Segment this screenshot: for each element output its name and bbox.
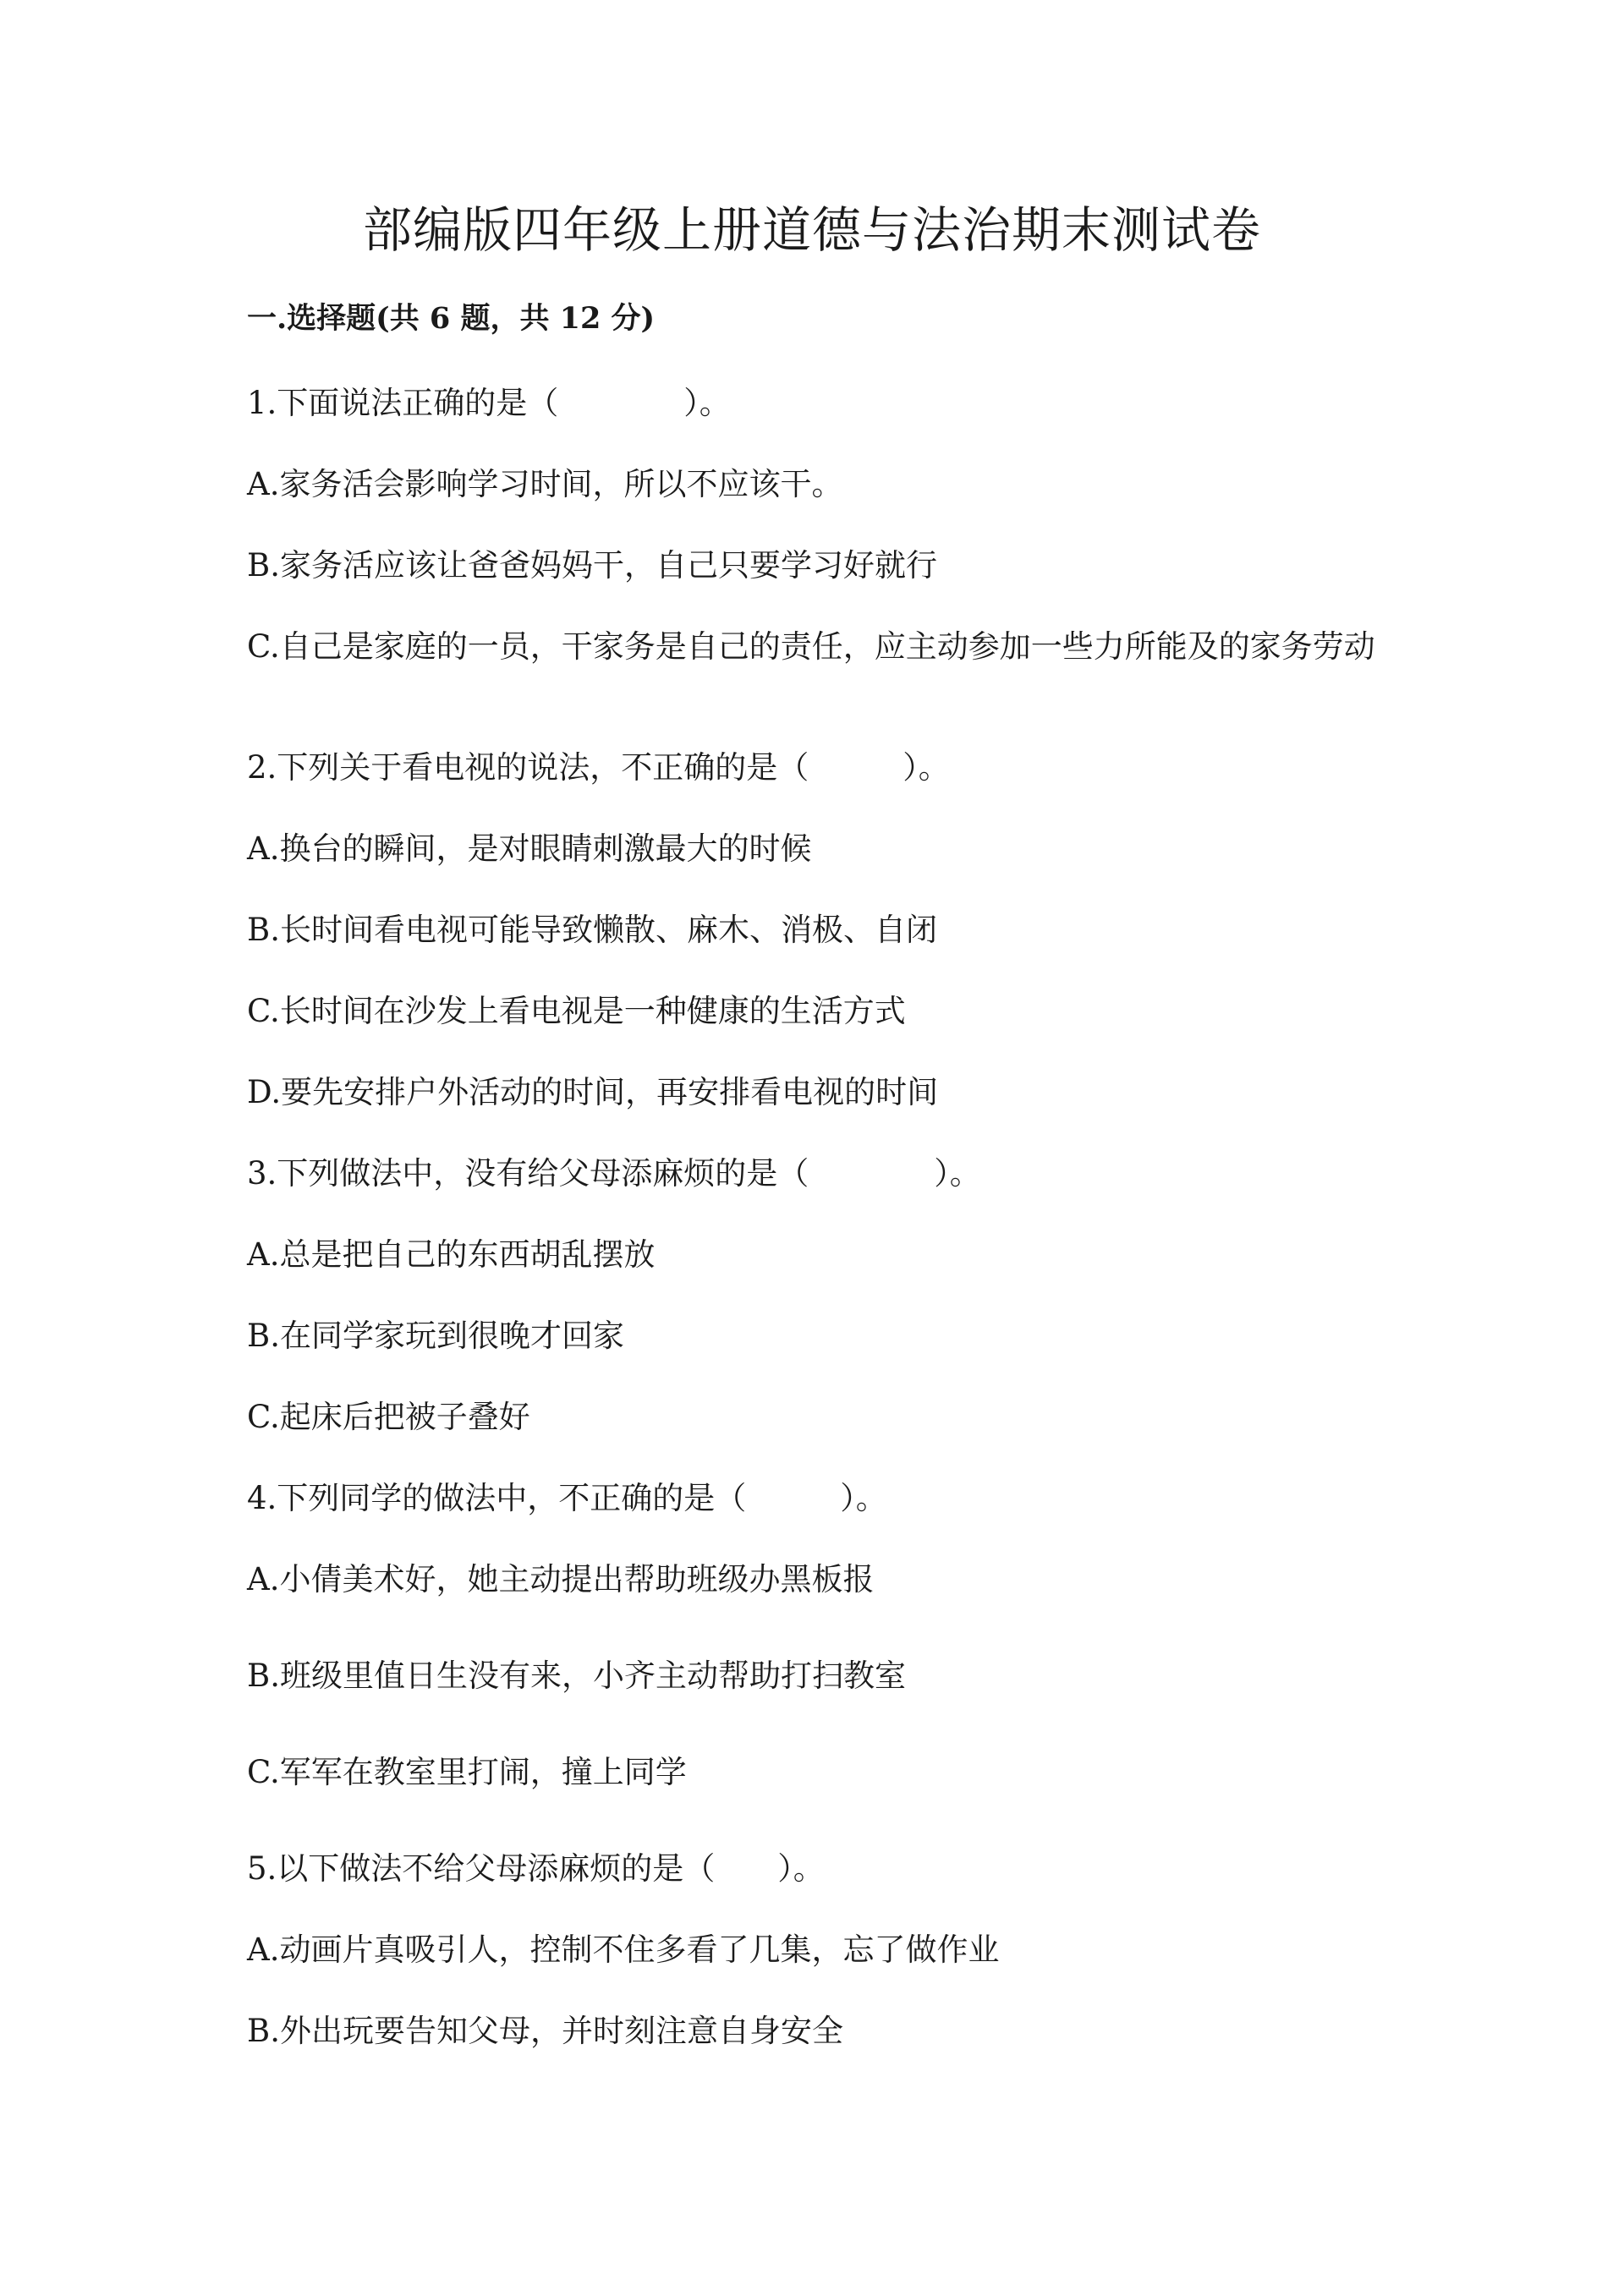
question-3-option-c: C.起床后把被子叠好 — [247, 1399, 530, 1435]
question-3-option-b: B.在同学家玩到很晚才回家 — [247, 1318, 624, 1354]
question-2-option-b: B.长时间看电视可能导致懒散、麻木、消极、自闭 — [247, 912, 937, 948]
question-4-stem: 4.下列同学的做法中，不正确的是（ ）。 — [247, 1480, 887, 1516]
question-2-option-c: C.长时间在沙发上看电视是一种健康的生活方式 — [247, 993, 906, 1029]
question-1-option-a: A.家务活会影响学习时间，所以不应该干。 — [247, 466, 843, 502]
page-title: 部编版四年级上册道德与法治期末测试卷 — [362, 201, 1261, 259]
question-2-option-a: A.换台的瞬间，是对眼睛刺激最大的时候 — [247, 830, 812, 867]
question-2-option-d: D.要先安排户外活动的时间，再安排看电视的时间 — [247, 1074, 939, 1110]
question-5-stem: 5.以下做法不给父母添麻烦的是（ ）。 — [247, 1850, 825, 1887]
question-3-option-a: A.总是把自己的东西胡乱摆放 — [247, 1236, 656, 1273]
question-4-option-a: A.小倩美术好，她主动提出帮助班级办黑板报 — [247, 1561, 875, 1597]
question-4-option-c: C.军军在教室里打闹，撞上同学 — [247, 1754, 687, 1790]
question-5-option-a: A.动画片真吸引人，控制不住多看了几集，忘了做作业 — [247, 1932, 1000, 1968]
question-1-stem: 1.下面说法正确的是（ ）。 — [247, 385, 731, 421]
question-5-option-b: B.外出玩要告知父母，并时刻注意自身安全 — [247, 2013, 843, 2049]
question-2-stem: 2.下列关于看电视的说法，不正确的是（ ）。 — [247, 749, 950, 786]
question-1-option-b: B.家务活应该让爸爸妈妈干，自己只要学习好就行 — [247, 547, 937, 584]
question-4-option-b: B.班级里值日生没有来，小齐主动帮助打扫教室 — [247, 1658, 906, 1694]
question-1-option-c: C.自己是家庭的一员，干家务是自己的责任，应主动参加一些力所能及的家务劳动 — [247, 628, 1375, 665]
section-heading: 一.选择题(共 6 题，共 12 分) — [247, 301, 656, 336]
question-3-stem: 3.下列做法中，没有给父母添麻烦的是（ ）。 — [247, 1155, 981, 1192]
